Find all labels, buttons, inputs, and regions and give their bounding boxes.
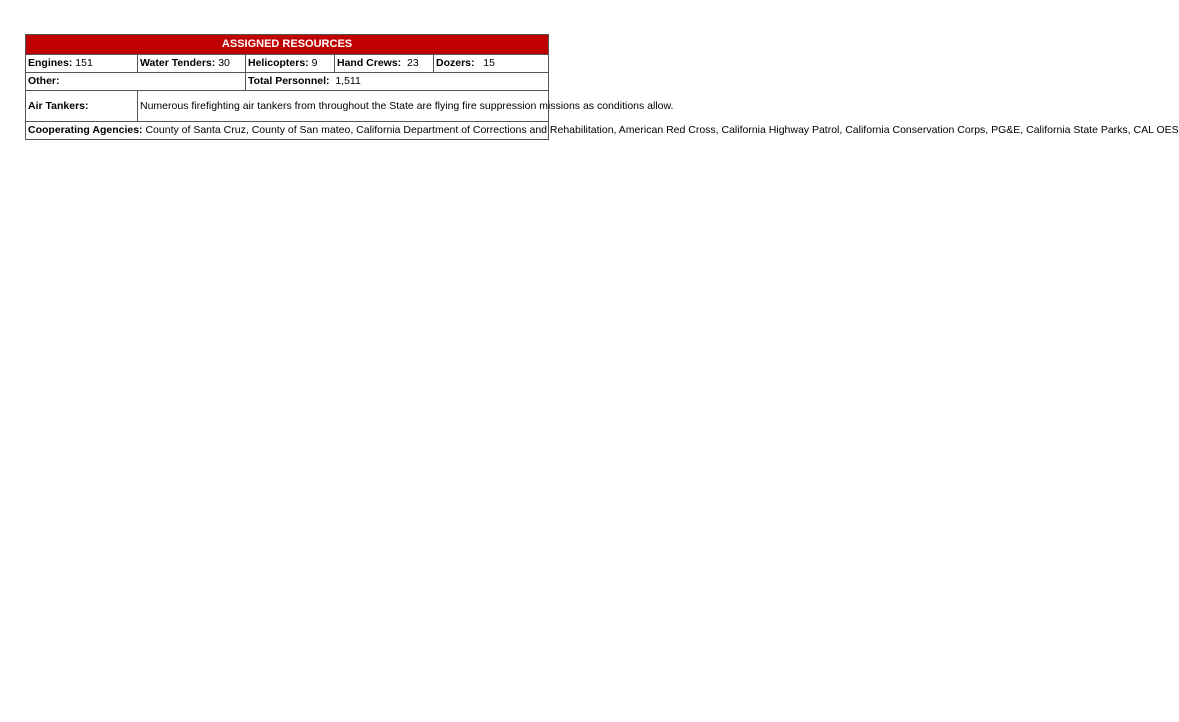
engines-cell — [26, 55, 138, 73]
helicopters-label: Helicopters: — [248, 57, 309, 69]
air-tankers-label-cell — [26, 91, 138, 122]
helicopters-cell — [246, 55, 335, 73]
engines-value: 151 — [75, 57, 93, 69]
cooperating-agencies-cell — [26, 122, 1179, 140]
total-personnel-value: 1,511 — [335, 75, 361, 87]
dozers-cell — [434, 55, 549, 73]
air-tankers-value: Numerous firefighting air tankers from throughout the State are flying fire suppression missions as conditions allow. — [138, 91, 549, 122]
air-tankers-label: Air Tankers: — [28, 99, 89, 112]
water-tenders-cell — [138, 55, 246, 73]
water-tenders-label: Water Tenders: — [140, 57, 216, 69]
section-title: ASSIGNED RESOURCES — [26, 35, 549, 55]
dozers-value: 15 — [483, 57, 495, 69]
hand-crews-value: 23 — [407, 57, 419, 69]
assigned-resources-table — [25, 34, 1179, 140]
hand-crews-label: Hand Crews: — [337, 57, 402, 69]
engines-label: Engines: — [28, 57, 73, 69]
cooperating-agencies-label: Cooperating Agencies: — [28, 124, 143, 136]
helicopters-value: 9 — [311, 57, 318, 69]
total-personnel-label: Total Personnel: — [248, 75, 330, 87]
water-tenders-value: 30 — [218, 57, 230, 69]
hand-crews-cell — [335, 55, 434, 73]
cooperating-agencies-value: County of Santa Cruz, County of San mateo, California Department of Corrections and Rehabilitation, American Red Cross, California Highway Patrol, California Conservation Corps, PG&E, California State Parks, CAL OES — [145, 124, 1179, 136]
other-label: Other: — [28, 75, 60, 87]
dozers-label: Dozers: — [436, 57, 475, 69]
other-cell — [26, 73, 246, 91]
total-personnel-cell — [246, 73, 549, 91]
